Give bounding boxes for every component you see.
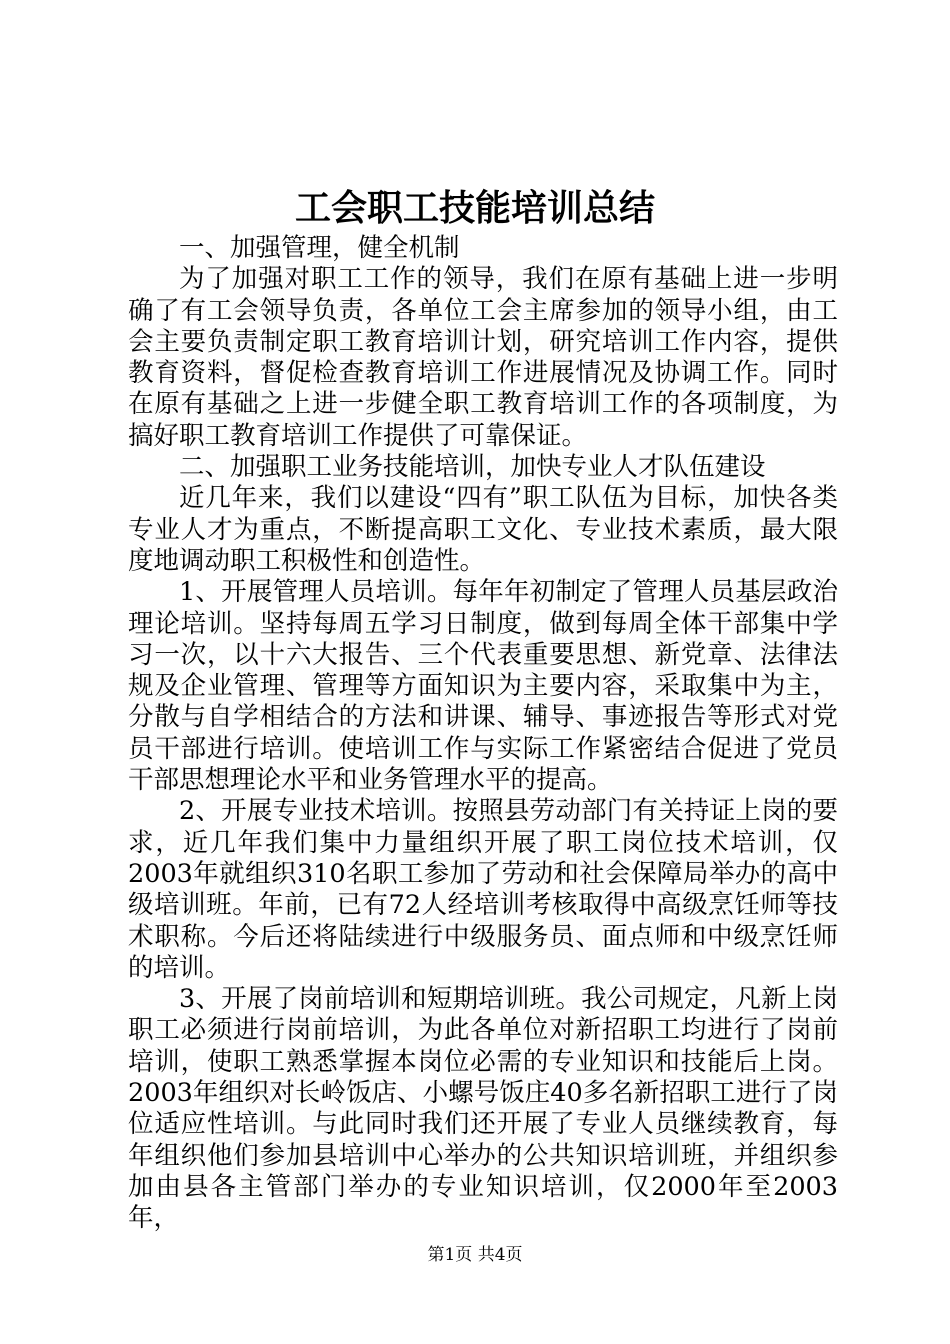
paragraph-3: 1、开展管理人员培训。每年年初制定了管理人员基层政治理论培训。坚持每周五学习日制度，做到每周全体干部集中学习一次，以十六大报告、三个代表重要思想、新党章、法律法规及企业管理、管理等方面知识为主要内容，采取集中为主，分散与自学相结合的方法和讲课、辅导、事迹报告等形式对党员干部进行培训。使培训工作与实际工作紧密结合促进了党员干部思想理论水平和业务管理水平的提高。	[128, 577, 838, 796]
document-body	[128, 233, 838, 1235]
document-title: 工会职工技能培训总结	[294, 187, 655, 229]
section-heading-2: 二、加强职工业务技能培训，加快专业人才队伍建设	[179, 452, 766, 483]
paragraph-1: 为了加强对职工工作的领导，我们在原有基础上进一步明确了有工会领导负责，各单位工会主席参加的领导小组，由工会主要负责制定职工教育培训计划，研究培训工作内容，提供教育资料，督促检查教育培训工作进展情况及协调工作。同时在原有基础之上进一步健全职工教育培训工作的各项制度，为搞好职工教育培训工作提供了可靠保证。	[128, 264, 838, 451]
paragraph-2: 近几年来，我们以建设“四有”职工队伍为目标，加快各类专业人才为重点，不断提高职工文化、专业技术素质，最大限度地调动职工积极性和创造性。	[128, 483, 838, 576]
page-number-footer: 第1页 共4页	[427, 1245, 523, 1265]
paragraph-5: 3、开展了岗前培训和短期培训班。我公司规定，凡新上岗职工必须进行岗前培训，为此各单位对新招职工均进行了岗前培训，使职工熟悉掌握本岗位必需的专业知识和技能后上岗。2003年组织对长岭饭店、小螺号饭庄40多名新招职工进行了岗位适应性培训。与此同时我们还开展了专业人员继续教育，每年组织他们参加县培训中心举办的公共知识培训班，并组织参加由县各主管部门举办的专业知识培训，仅2000年至2003年，	[128, 984, 838, 1234]
paragraph-4: 2、开展专业技术培训。按照县劳动部门有关持证上岗的要求，近几年我们集中力量组织开展了职工岗位技术培训，仅2003年就组织310名职工参加了劳动和社会保障局举办的高中级培训班。年前，已有72人经培训考核取得中高级烹饪师等技术职称。今后还将陆续进行中级服务员、面点师和中级烹饪师的培训。	[128, 796, 838, 983]
section-heading-1: 一、加强管理，健全机制	[179, 233, 460, 263]
